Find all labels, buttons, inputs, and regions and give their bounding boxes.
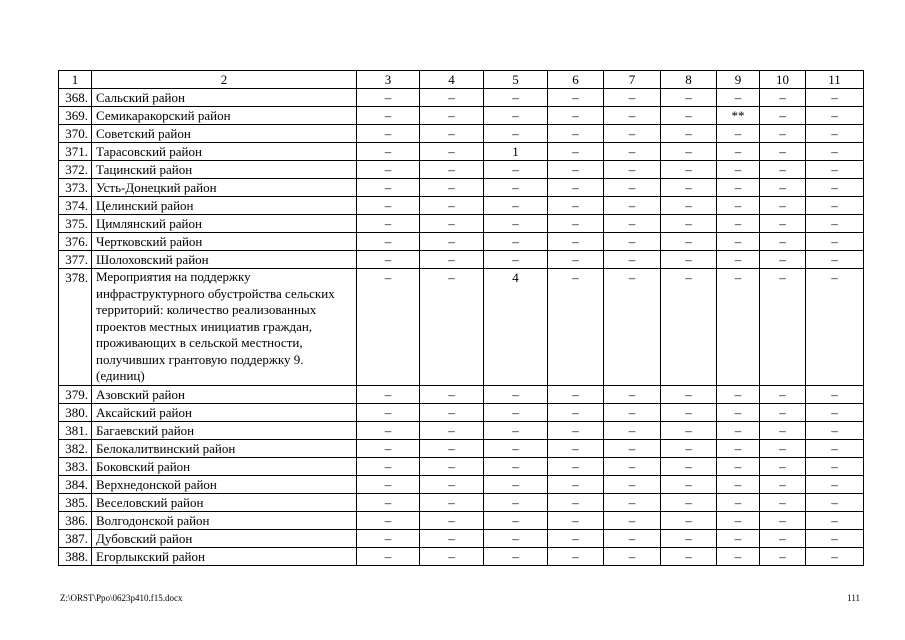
row-value: – [717,421,760,439]
row-value: – [484,475,548,493]
row-value: – [806,125,864,143]
row-value: – [420,107,484,125]
row-value: – [604,125,661,143]
row-number: 373. [59,179,92,197]
table-row [59,511,864,529]
table-row [59,385,864,403]
row-value: – [661,269,717,386]
row-value: – [661,493,717,511]
row-value: – [806,107,864,125]
row-name: Аксайский район [92,403,357,421]
row-value: – [484,233,548,251]
row-name: Усть-Донецкий район [92,179,357,197]
table-row [59,197,864,215]
row-value: – [548,547,604,565]
row-number: 381. [59,421,92,439]
header-cell: 3 [357,71,420,89]
row-value: – [760,547,806,565]
table-row [59,107,864,125]
table-row [59,421,864,439]
row-value: – [357,233,420,251]
row-value: – [717,529,760,547]
row-value: – [357,457,420,475]
row-value: – [484,421,548,439]
row-value: – [717,233,760,251]
row-value: – [484,179,548,197]
row-value: – [760,143,806,161]
row-number: 384. [59,475,92,493]
row-value: – [357,125,420,143]
table-row [59,269,864,386]
row-value: – [548,215,604,233]
row-value: – [604,421,661,439]
row-value: – [661,179,717,197]
row-value: – [357,161,420,179]
row-value: – [717,547,760,565]
row-value: – [420,511,484,529]
row-value: – [760,197,806,215]
row-value: – [661,421,717,439]
row-value: – [661,439,717,457]
row-value: – [420,143,484,161]
row-value: – [548,385,604,403]
header-cell: 7 [604,71,661,89]
row-value: – [717,251,760,269]
header-cell: 6 [548,71,604,89]
header-cell: 2 [92,71,357,89]
row-value: – [806,385,864,403]
row-value: – [661,403,717,421]
row-value: – [760,179,806,197]
table-row [59,251,864,269]
row-value: – [806,161,864,179]
row-value: – [604,511,661,529]
row-name: Азовский район [92,385,357,403]
row-value: – [604,107,661,125]
row-name: Веселовский район [92,493,357,511]
row-value: – [604,403,661,421]
row-value: – [420,233,484,251]
row-value: – [357,403,420,421]
row-value: – [806,475,864,493]
row-value: – [806,457,864,475]
table-row [59,89,864,107]
row-value: – [760,269,806,386]
row-value: – [484,107,548,125]
row-number: 369. [59,107,92,125]
row-value: – [548,475,604,493]
row-value: – [484,197,548,215]
row-value: – [717,511,760,529]
row-value: ** [717,107,760,125]
row-value: – [484,493,548,511]
row-number: 372. [59,161,92,179]
row-value: – [661,215,717,233]
row-value: – [760,439,806,457]
header-cell: 9 [717,71,760,89]
row-value: – [420,475,484,493]
row-value: – [420,161,484,179]
row-value: – [806,269,864,386]
row-number: 385. [59,493,92,511]
row-value: – [604,269,661,386]
row-value: – [548,161,604,179]
row-value: – [806,511,864,529]
footer-page-number: 111 [847,593,860,603]
row-number: 371. [59,143,92,161]
row-value: – [661,89,717,107]
row-value: – [806,179,864,197]
row-value: – [357,511,420,529]
row-name: Егорлыкский район [92,547,357,565]
row-value: – [420,197,484,215]
row-number: 374. [59,197,92,215]
row-value: – [717,179,760,197]
row-value: – [661,125,717,143]
row-number: 368. [59,89,92,107]
row-name: Целинский район [92,197,357,215]
row-name: Багаевский район [92,421,357,439]
table-row [59,161,864,179]
row-value: – [806,89,864,107]
row-name: Тацинский район [92,161,357,179]
row-number: 386. [59,511,92,529]
row-name: Семикаракорский район [92,107,357,125]
row-value: – [760,475,806,493]
row-value: – [357,421,420,439]
row-number: 378. [59,269,92,386]
row-value: – [717,385,760,403]
row-value: – [661,107,717,125]
row-name: Дубовский район [92,529,357,547]
row-value: – [760,493,806,511]
row-value: – [717,89,760,107]
row-value: – [760,457,806,475]
row-name: Шолоховский район [92,251,357,269]
row-value: – [484,385,548,403]
row-value: – [548,269,604,386]
row-value: – [420,529,484,547]
row-value: – [484,251,548,269]
row-value: – [604,89,661,107]
row-value: – [760,403,806,421]
row-value: – [661,475,717,493]
header-cell: 11 [806,71,864,89]
row-value: – [604,179,661,197]
row-value: – [604,529,661,547]
row-value: – [806,439,864,457]
row-value: – [548,125,604,143]
row-value: – [717,403,760,421]
table-row [59,547,864,565]
row-value: – [420,125,484,143]
row-value: – [357,107,420,125]
row-value: – [420,439,484,457]
row-value: – [420,179,484,197]
row-value: – [420,403,484,421]
row-name: Чертковский район [92,233,357,251]
row-value: – [548,421,604,439]
row-value: – [548,251,604,269]
table-row [59,125,864,143]
row-value: – [357,89,420,107]
row-number: 377. [59,251,92,269]
row-number: 376. [59,233,92,251]
row-value: – [604,251,661,269]
row-value: – [760,89,806,107]
row-value: – [760,421,806,439]
row-number: 382. [59,439,92,457]
row-name: Волгодонской район [92,511,357,529]
row-value: – [357,439,420,457]
row-value: – [484,529,548,547]
row-name: Цимлянский район [92,215,357,233]
row-value: – [484,215,548,233]
row-value: 1 [484,143,548,161]
row-value: – [806,529,864,547]
row-value: – [420,385,484,403]
row-value: – [548,493,604,511]
row-value: – [420,251,484,269]
row-value: – [548,529,604,547]
row-value: – [806,493,864,511]
row-value: – [484,403,548,421]
row-value: – [806,143,864,161]
row-number: 388. [59,547,92,565]
row-value: – [420,269,484,386]
row-value: – [760,233,806,251]
table-header-row [59,71,864,89]
row-value: – [484,511,548,529]
row-value: – [661,457,717,475]
row-value: – [806,421,864,439]
row-value: – [661,529,717,547]
row-value: – [548,89,604,107]
row-value: – [806,251,864,269]
table-row [59,179,864,197]
table-row [59,403,864,421]
row-value: – [717,457,760,475]
row-value: – [548,143,604,161]
row-value: – [548,179,604,197]
row-value: – [548,233,604,251]
row-value: – [548,107,604,125]
header-cell: 5 [484,71,548,89]
row-value: – [717,475,760,493]
row-number: 380. [59,403,92,421]
row-value: – [357,251,420,269]
row-value: – [604,475,661,493]
row-value: – [484,457,548,475]
table-row [59,493,864,511]
row-value: – [604,215,661,233]
row-value: – [357,269,420,386]
row-value: – [661,233,717,251]
row-value: – [760,511,806,529]
table-row [59,475,864,493]
row-value: – [661,197,717,215]
row-value: 4 [484,269,548,386]
row-value: – [806,547,864,565]
row-value: – [357,385,420,403]
row-value: – [484,161,548,179]
row-value: – [806,215,864,233]
row-value: – [717,197,760,215]
row-value: – [420,215,484,233]
row-value: – [604,143,661,161]
row-value: – [420,89,484,107]
table-row [59,529,864,547]
table-row [59,215,864,233]
row-value: – [604,439,661,457]
row-value: – [357,197,420,215]
row-value: – [661,385,717,403]
row-value: – [760,529,806,547]
row-value: – [420,421,484,439]
row-name: Белокалитвинский район [92,439,357,457]
row-value: – [604,385,661,403]
row-value: – [484,439,548,457]
row-value: – [604,493,661,511]
row-value: – [717,269,760,386]
row-value: – [548,403,604,421]
footer-file-path: Z:\ORST\Ppo\0623p410.f15.docx [60,593,183,603]
row-value: – [484,89,548,107]
row-value: – [760,125,806,143]
row-value: – [760,161,806,179]
row-value: – [548,457,604,475]
row-value: – [357,547,420,565]
row-value: – [661,161,717,179]
row-value: – [717,439,760,457]
row-value: – [661,511,717,529]
row-value: – [717,125,760,143]
row-value: – [357,493,420,511]
row-value: – [760,251,806,269]
row-value: – [548,511,604,529]
row-value: – [484,547,548,565]
row-value: – [661,143,717,161]
row-number: 379. [59,385,92,403]
header-cell: 10 [760,71,806,89]
row-value: – [357,179,420,197]
row-name: Советский район [92,125,357,143]
row-value: – [717,493,760,511]
row-value: – [357,143,420,161]
row-value: – [420,493,484,511]
row-value: – [548,197,604,215]
row-value: – [357,475,420,493]
row-value: – [661,547,717,565]
row-value: – [760,385,806,403]
header-cell: 8 [661,71,717,89]
row-value: – [357,215,420,233]
row-name: Боковский район [92,457,357,475]
row-name: Тарасовский район [92,143,357,161]
row-value: – [717,215,760,233]
row-value: – [717,143,760,161]
row-value: – [604,547,661,565]
row-number: 375. [59,215,92,233]
row-value: – [484,125,548,143]
table-row [59,457,864,475]
header-cell: 4 [420,71,484,89]
row-value: – [420,547,484,565]
header-cell: 1 [59,71,92,89]
row-value: – [604,197,661,215]
row-value: – [548,439,604,457]
row-name: Мероприятия на поддержку инфраструктурного обустройства сельских территорий: количество реализованных проектов местных инициатив граждан, проживающих в сельской местности, получивших грантовую поддержку 9. (единиц) [92,269,357,386]
row-value: – [420,457,484,475]
row-number: 383. [59,457,92,475]
row-value: – [760,107,806,125]
row-value: – [661,251,717,269]
row-value: – [604,233,661,251]
row-value: – [717,161,760,179]
row-name: Верхнедонской район [92,475,357,493]
row-name: Сальский район [92,89,357,107]
row-value: – [806,403,864,421]
row-value: – [604,457,661,475]
row-value: – [604,161,661,179]
table-row [59,439,864,457]
row-value: – [806,197,864,215]
row-number: 387. [59,529,92,547]
row-value: – [357,529,420,547]
table-row [59,233,864,251]
data-table [58,70,864,566]
row-value: – [760,215,806,233]
row-number: 370. [59,125,92,143]
row-value: – [806,233,864,251]
table-row [59,143,864,161]
